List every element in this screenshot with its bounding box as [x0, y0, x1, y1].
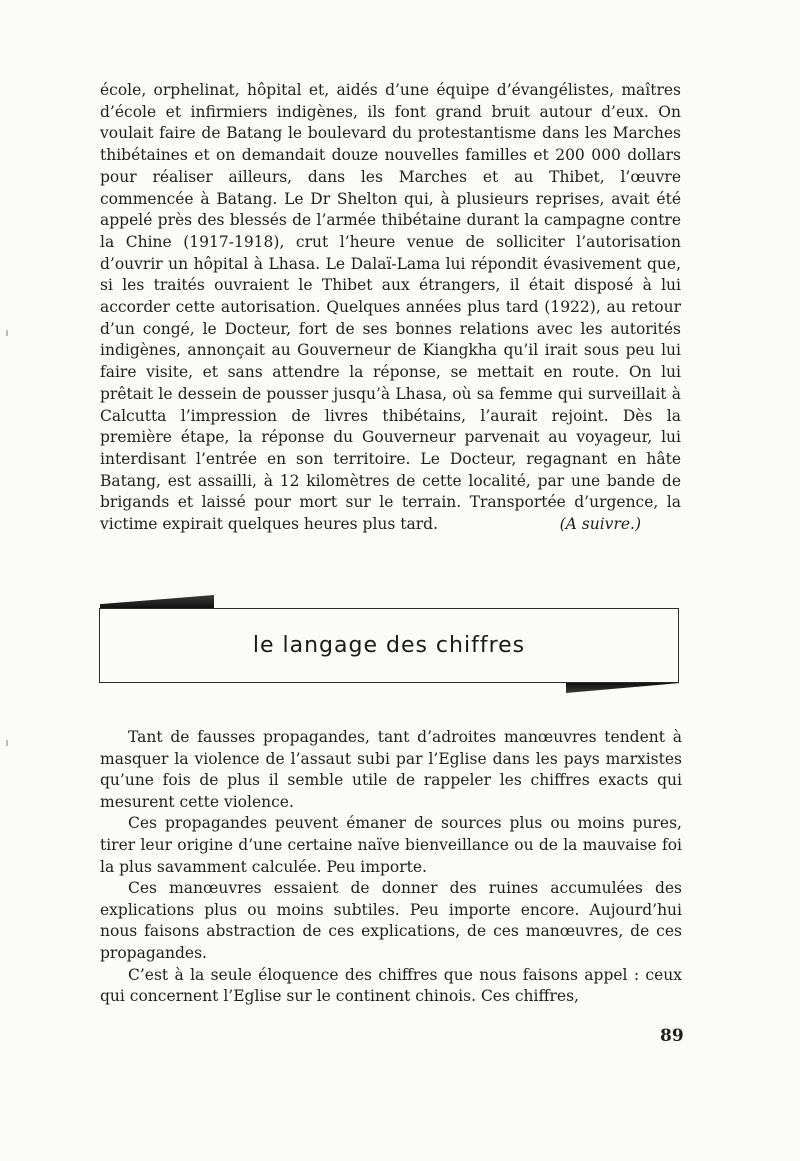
heading-ornament-top [100, 595, 214, 608]
margin-speck [6, 330, 8, 336]
body-paragraph: Ces manœuvres essaient de donner des ruines accumulées des explications plus ou moins subtiles. Peu importe encore. Aujourd’hui nous faisons abstraction de ces explications, de ces manœuvres, de ces propagandes. [100, 879, 682, 962]
top-paragraph-text: école, orphelinat, hôpital et, aidés d’une équipe d’évangélistes, maîtres d’école et infirmiers indigènes, ils font grand bruit autour d’eux. On voulait faire de Batang le boulevard du protestantisme dans les Marches thibétaines et on demandait douze nouvelles familles et 200 000 dollars pour réaliser ailleurs, dans les Marches et au Thibet, l’œuvre commencée à Batang. Le Dr Shelton qui, à plusieurs reprises, avait été appelé près des blessés de l’armée thibétaine durant la campagne contre la Chine (1917-1918), crut l’heure venue de solliciter l’autorisation d’ouvrir un hôpital à Lhasa. Le Dalaï-Lama lui répondit évasivement que, si les traités ouvraient le Thibet aux étrangers, il était disposé à lui accorder cette autorisation. Quelques années plus tard (1922), au retour d’un congé, le Docteur, fort de ses bonnes relations avec les autorités indigènes, annonçait au Gouverneur de Kiangkha qu’il irait sous peu lui faire visite, et sans attendre la réponse, se mettait en route. On lui prêtait le dessein de pousser jusqu’à Lhasa, où sa femme qui surveillait à Calcutta l’impression de livres thibétains, l’aurait rejoint. Dès la première étape, la réponse du Gouverneur parvenait au voyageur, lui interdisant l’entrée en son territoire. Le Docteur, regagnant en hâte Batang, est assailli, à 12 kilomètres de cette localité, par une bande de brigands et laissé pour mort sur le terrain. Transportée d’urgence, la victime expirait quelques heures plus tard. [100, 81, 681, 534]
margin-speck [6, 740, 8, 746]
continuation-note: (A suivre.) [559, 515, 641, 534]
body-paragraph: Tant de fausses propagandes, tant d’adroites manœuvres tendent à masquer la violence de l’assaut subi par l’Eglise dans les pays marxistes qu’une fois de plus il semble utile de rappeler les chiffres exacts qui mesurent cette violence. [100, 728, 682, 811]
body-paragraph: Ces propagandes peuvent émaner de sources plus ou moins pures, tirer leur origine d’une certaine naïve bienveillance ou de la mauvaise foi la plus savamment calculée. Peu importe. [100, 814, 682, 876]
section-body [100, 727, 682, 1008]
heading-ornament-bottom [566, 683, 680, 693]
page-number: 89 [660, 1026, 684, 1046]
top-paragraph [100, 80, 681, 536]
section-heading-box [99, 608, 679, 683]
section-title: le langage des chiffres [252, 633, 526, 658]
body-paragraph: C’est à la seule éloquence des chiffres que nous faisons appel : ceux qui concernent l’Eglise sur le continent chinois. Ces chiffres, [100, 965, 682, 1006]
